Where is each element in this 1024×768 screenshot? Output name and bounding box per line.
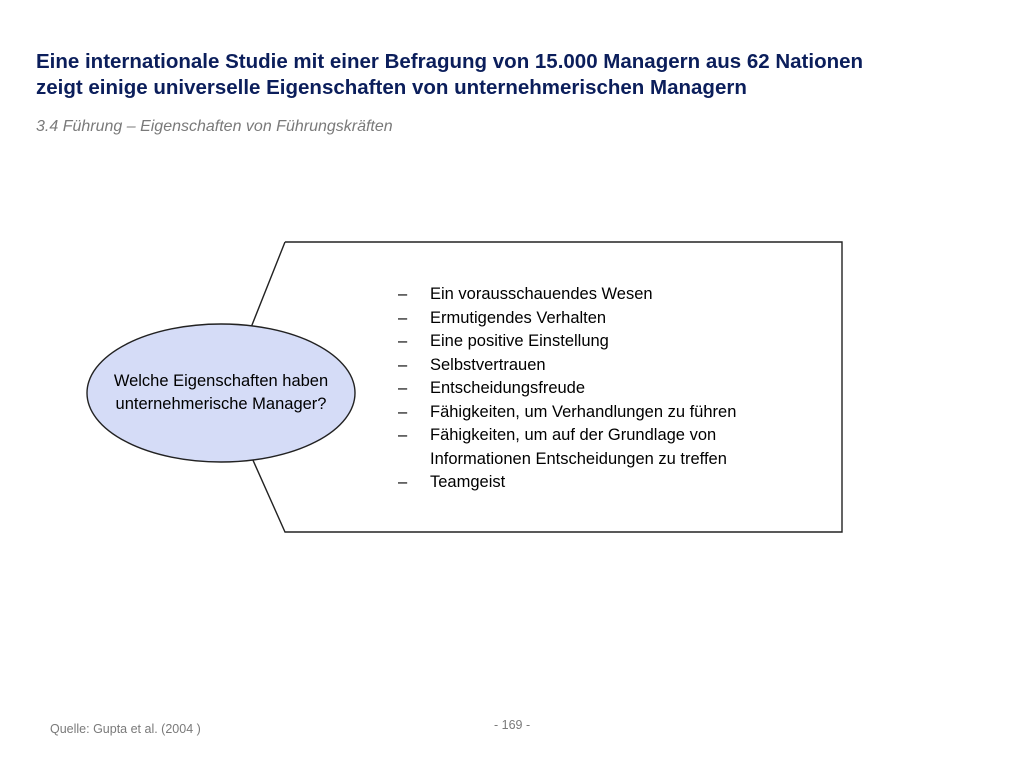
bullet-dash: – [398,332,408,350]
list-item [398,424,820,471]
list-item-label: Ermutigendes Verhalten [430,308,607,327]
list-item-label: Fähigkeiten, um auf der Grundlage von Informationen Entscheidungen zu treffen [430,426,727,468]
bullet-dash: – [398,308,408,327]
list-item [398,377,820,401]
source-note: Quelle: Gupta et al. (2004 ) [50,722,201,736]
list-item [398,471,820,495]
list-item [398,307,820,331]
slide-subtitle: 3.4 Führung – Eigenschaften von Führungskräften [36,118,393,135]
bullet-dash: – [398,473,408,491]
bullet-dash: – [398,355,408,374]
bullet-dash: – [398,285,408,303]
list-item-label: Selbstvertrauen [430,355,546,374]
list-item-label: Fähigkeiten, um Verhandlungen zu führen [430,402,737,421]
list-item-label: Ein vorausschauendes Wesen [430,285,653,303]
bullet-dash: – [398,426,408,444]
characteristics-list [398,283,820,495]
bullet-dash: – [398,379,408,397]
list-item [398,401,820,425]
question-text [86,324,356,462]
slide-title-line-1: Eine internationale Studie mit einer Befragung von 15.000 Managern aus 62 Nationen [36,50,864,73]
slide-title-line-2: zeigt einige universelle Eigenschaften von unternehmerischen Managern [36,76,747,99]
list-item [398,330,820,354]
list-item-label: Teamgeist [430,473,506,491]
list-item-label: Eine positive Einstellung [430,332,609,350]
list-item [398,283,820,307]
question-label: Welche Eigenschaften haben unternehmerische Manager? [113,372,329,413]
list-item [398,354,820,378]
list-item-label: Entscheidungsfreude [430,379,586,397]
page-number: - 169 - [494,718,531,732]
bullet-dash: – [398,402,408,421]
